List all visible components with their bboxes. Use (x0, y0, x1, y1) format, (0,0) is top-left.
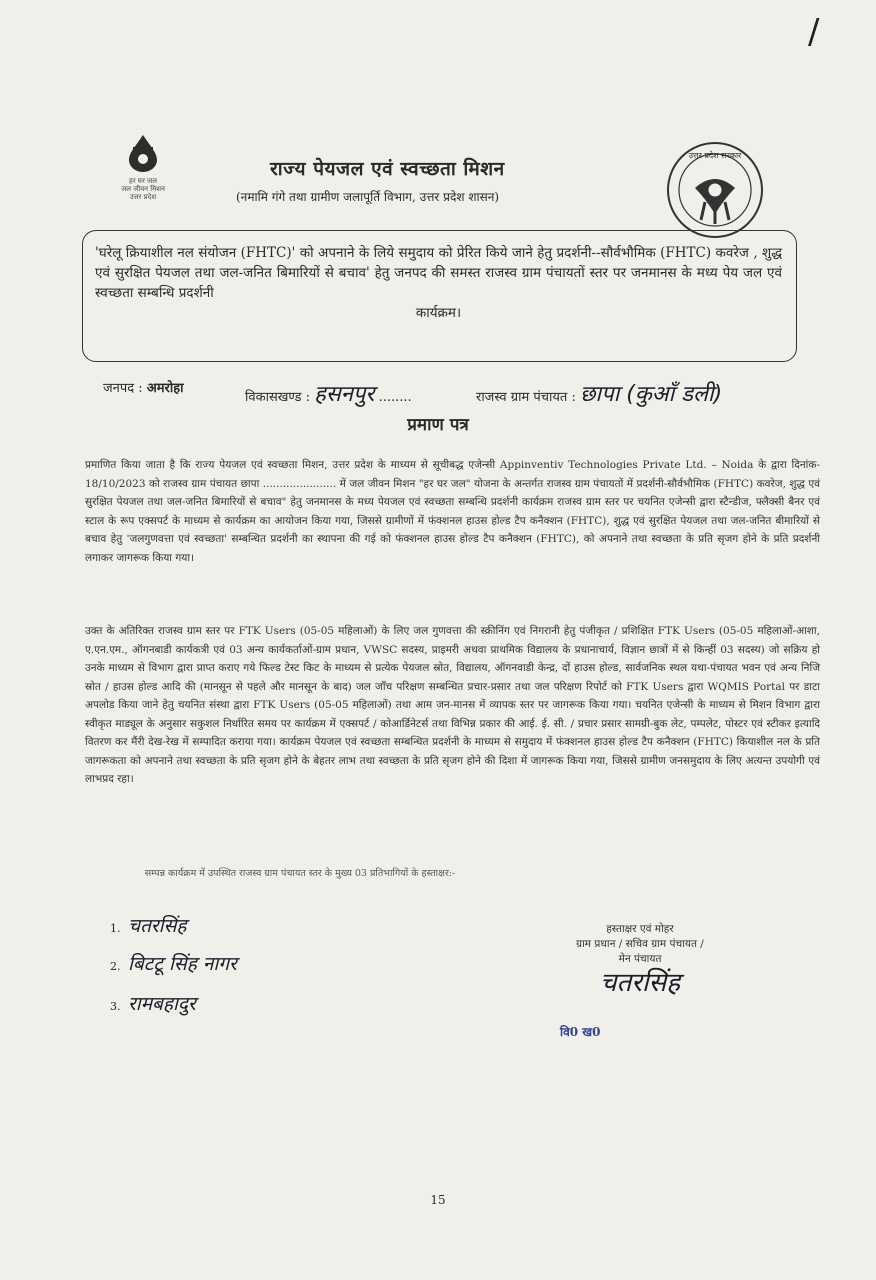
participants-intro: सम्पन्न कार्यक्रम में उपस्थित राजस्व ग्राम पंचायत स्तर के मुख्य 03 प्रतिभागियों के हस्ताक्षर:- (144, 868, 456, 879)
participant-number: 2. (110, 960, 121, 973)
mission-title: राज्य पेयजल एवं स्वच्छता मिशन (270, 158, 505, 180)
district-value: अमरोहा (146, 381, 184, 396)
up-government-seal (665, 140, 765, 240)
har-ghar-jal-logo (103, 133, 183, 201)
program-last-line: कार्यक्रम। (415, 305, 462, 321)
block-label: विकासखण्ड : (245, 390, 311, 405)
program-description: 'घरेलू क्रियाशील नल संयोजन (FHTC)' को अपनाने के लिये समुदाय को प्रेरित किये जाने हेतु प्रदर्शनी--सौर्वभौमिक (FHTC) कवरेज , शुद्ध एवं सुरक्षित पेयजल तथा जल-जनित बिमारियों से बचाव' हेतु जनपद की समस्त राजस्व ग्राम पंचायतों स्तर पर जनमानस के मध्य पेय जल एवं स्वच्छता सम्बन्धि प्रदर्शनी (95, 245, 782, 301)
corner-slash-mark: / (808, 12, 820, 52)
logo-caption: जल जीवन मिशन (121, 185, 165, 193)
block-value: हसनपुर (314, 382, 375, 407)
participant-signature: रामबहादुर (128, 993, 196, 1015)
block-dots: ........ (378, 390, 412, 405)
gram-panchayat-field (476, 378, 722, 408)
certificate-paragraph-1: प्रमाणित किया जाता है कि राज्य पेयजल एवं स्वच्छता मिशन, उत्तर प्रदेश के माध्यम से सूचीबद्ध एजेन्सी Appinventiv Technologies Private Ltd. – Noida के द्वारा दिनांक- 18/10/2023 को राजस्व ग्राम पंचायत छापा ...................... में जल जीवन मिशन "हर घर जल" योजना के अन्तर्गत राजस्व ग्राम पंचायतों में प्रदर्शनी-सौर्वभौमिक (FHTC) कवरेज, शुद्ध एवं सुरक्षित पेयजल तथा जल-जनित बिमारियों से बचाव" हेतु जनमानस के मध्य पेयजल एवं स्वच्छता सम्बन्धि प्रदर्शनी कार्यक्रम राजस्व ग्राम स्तर पर चयनित एजेन्सी द्वारा स्टैन्डीज, फ्लैक्सी बैनर एवं स्टाल के रूप एक्सपर्ट के माध्यम से कार्यक्रम का आयोजन किया गया, जिससे ग्रामीणों में फंक्शनल हाउस होल्ड टैप कनैक्शन (FHTC), शुद्ध एवं सुरक्षित पेयजल तथा जल-जनित बीमारियों से बचाव हेतु 'जलगुणवत्ता एवं स्वच्छता' सम्बन्धित प्रदर्शनी का स्थापना की गई को फंक्शनल हाउस होल्ड टैप कनैक्शन (FHTC), को अपनाने तथा स्वच्छता के प्रति सृजग होने के प्रति प्रदर्शनी लगाकर जागरूक किया गया। (85, 459, 820, 564)
certificate-title: प्रमाण पत्र (407, 415, 469, 435)
logo-caption: उत्तर प्रदेश (129, 193, 157, 201)
participant-signature: बिटटू सिंह नागर (128, 953, 237, 975)
certificate-paragraph-2: उक्त के अतिरिक्त राजस्व ग्राम स्तर पर FTK Users (05-05 महिलाओं) के लिए जल गुणवत्ता की स्क्रीनिंग एवं निगरानी हेतु पंजीकृत / प्रशिक्षित FTK Users (05-05 महिलाओं-आशा, ए.एन.एम., ऑगनबाडी कार्यकत्री एवं 03 अन्य कार्यकर्ताओं-ग्राम प्रधान, VWSC सदस्य, प्राइमरी अथवा प्राथमिक विद्यालय के प्रधानाचार्य, विज्ञान छात्रों में से किन्हीं 03 सदस्य) जो सक्रिय हो उनके माध्यम से विभाग द्वारा प्राप्त कराए गये फिल्ड टेस्ट किट के माध्यम से प्रत्येक पेयजल स्रोत, विद्यालय, ऑगनवाडी केन्द्र, दों हाउस होल्ड, सार्वजनिक स्थल यथा-पंचायत भवन एवं अन्य निजि स्रोत / हाउस होल्ड आदि की (मानसून से पहले और मानसून के बाद) जल जाँच परिक्षण सम्बन्धित प्रचार-प्रसार तथा जल परिक्षण रिपोर्ट को FTK Users द्वारा WQMIS Portal पर डाटा अपलोड किया जाने हेतु चयनित संस्था द्वारा FTK Users (05-05 महिलाओं) तथा आम जन-मानस में व्यापक स्तर पर जागरूक किया गया। चयनित एजेन्सी के माध्यम से मिशन विभाग द्वारा स्वीकृत माड्यूल के अनुसार सकुशल निर्धारित समय पर कार्यक्रम में एक्सपर्ट / कोआर्डिनेटर्स तथा विभिन्न प्रकार की आई. ई. सी. / प्रचार प्रसार सामग्री-बुक लेट, पम्पलेट, पोस्टर एवं स्टीकर इत्यादि वितरण कर मैंरी देख-रेख में सम्पादित कराया गया। कार्यक्रम पेयजल एवं स्वच्छता सम्बन्धित प्रदर्शनी के माध्यम से समुदाय में फंक्शनल हाउस होल्ड टैप कनैक्शन (FHTC) कियाशील नल के प्रति जागरूकता को अपनाने तथा स्वच्छता के प्रति सृजग होने के बेहतर लाभ तथा स्वच्छता के प्रति सृजग होने की दिशा में जागरूक किया गया, जिससे ग्रामीण जनसमुदाय के लिए अत्यन्त उपयोगी एवं लाभप्रद रहा। (85, 625, 820, 785)
gp-value: छापा (कुआँ डली) (579, 382, 723, 407)
mission-subtitle: (नमामि गंगे तथा ग्रामीण जलापूर्ति विभाग, उत्तर प्रदेश शासन) (236, 190, 500, 204)
seal-text: उत्तर प्रदेश सरकार (688, 151, 742, 160)
participant-signature-3 (110, 990, 196, 1016)
participant-signature-1 (110, 912, 187, 938)
sign-line-1: हस्ताक्षर एवं मोहर (606, 923, 674, 935)
sign-line-3: मेन पंचायत (618, 953, 662, 965)
program-box (82, 230, 797, 362)
official-signature: चतरसिंह (599, 968, 681, 998)
official-stamp: वि0 ख0 (560, 1025, 601, 1039)
sign-line-2: ग्राम प्रधान / सचिव ग्राम पंचायत / (576, 938, 704, 950)
participant-number: 3. (110, 1000, 121, 1013)
district-field (103, 378, 183, 396)
logo-caption: हर घर जल (129, 177, 157, 185)
district-label: जनपद : (103, 381, 143, 396)
official-signature-block (545, 922, 735, 999)
participant-signature-2 (110, 950, 237, 976)
gp-label: राजस्व ग्राम पंचायत : (476, 390, 576, 405)
participant-number: 1. (110, 922, 121, 935)
block-field (245, 378, 412, 408)
page-number: 15 (430, 1193, 446, 1207)
participant-signature: चतरसिंह (128, 915, 187, 937)
water-drop-icon (121, 133, 165, 173)
